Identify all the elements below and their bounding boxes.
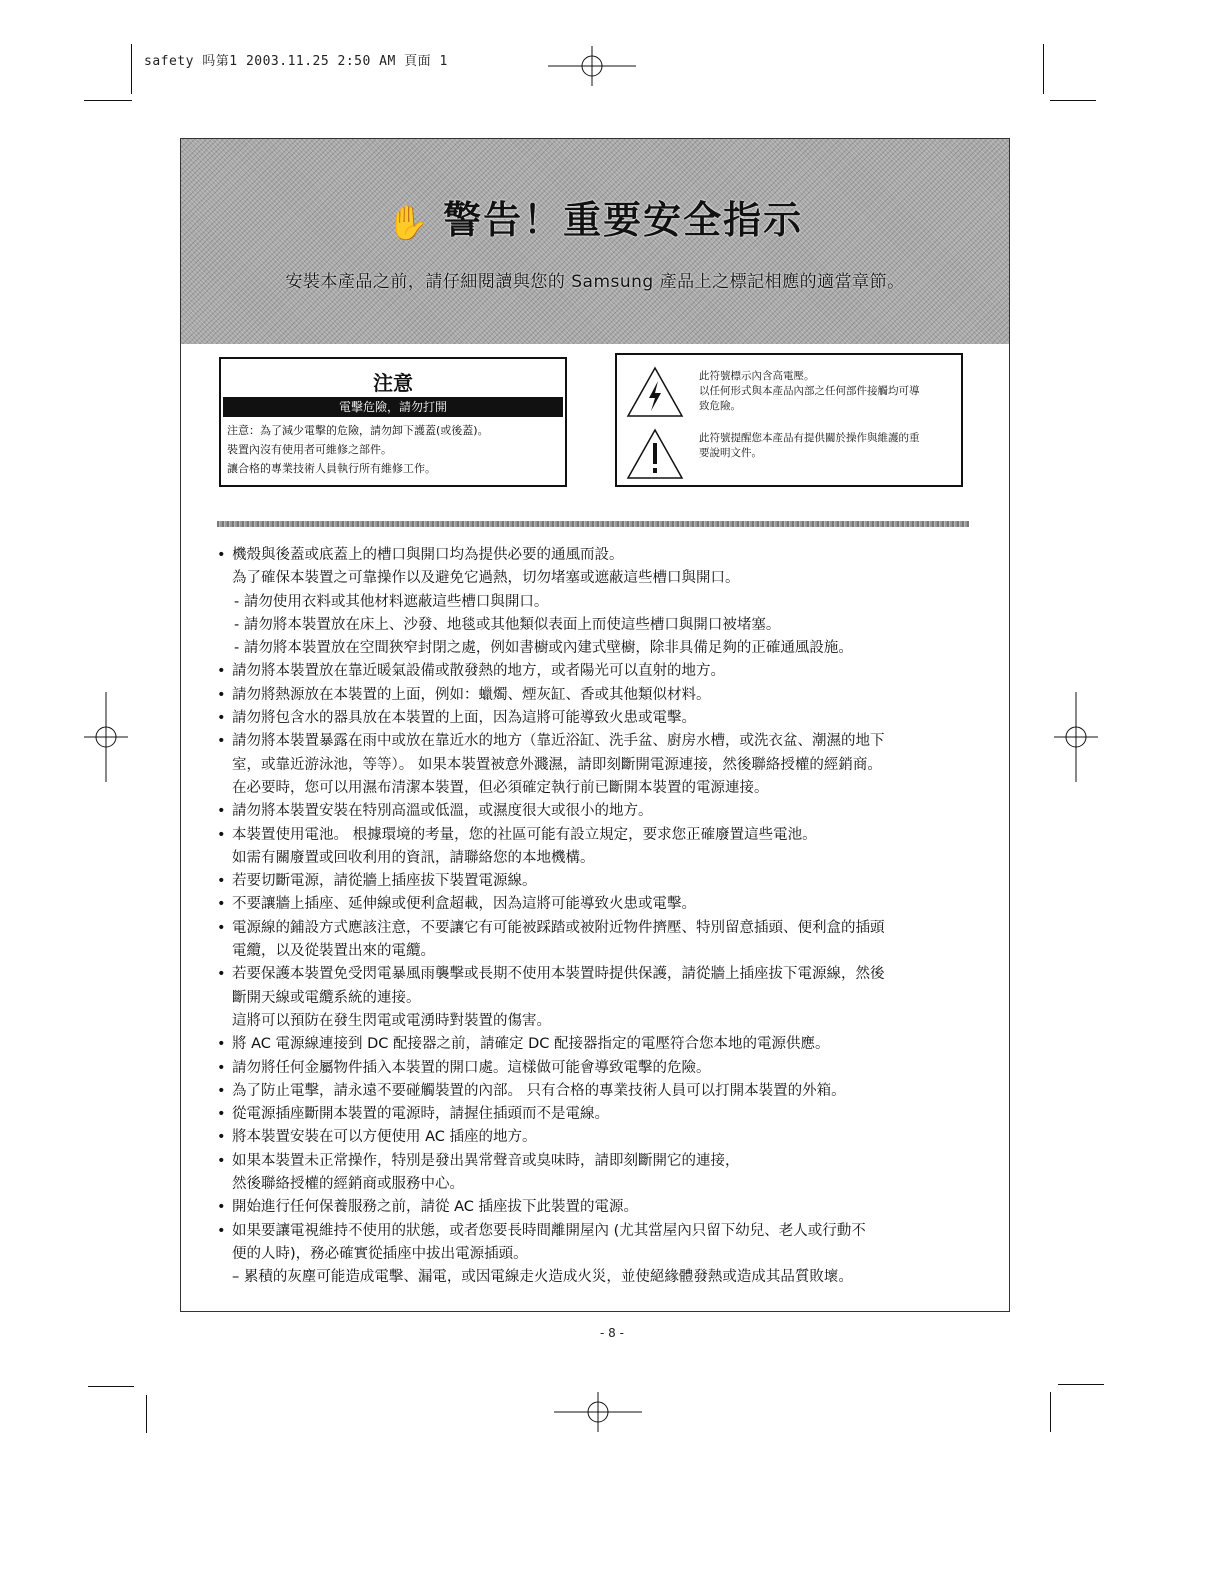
crop-mark <box>131 44 132 94</box>
instruction-item: • 請勿將本裝置放在靠近暖氣設備或散發熱的地方，或者陽光可以直射的地方。 <box>207 660 987 683</box>
registration-mark-icon <box>1054 692 1098 782</box>
crop-mark <box>1043 44 1044 94</box>
exclamation-triangle-icon <box>625 427 685 481</box>
crop-mark <box>84 100 132 101</box>
instruction-continuation: 室，或靠近游泳池，等等）。 如果本裝置被意外濺濕，請即刻斷開電源連接，然後聯絡授權的經銷商。 <box>232 756 882 773</box>
instruction-continuation: 在必要時，您可以用濕布清潔本裝置，但必須確定執行前已斷開本裝置的電源連接。 <box>232 779 769 796</box>
instruction-item: • 若要切斷電源，請從牆上插座拔下裝置電源線。 <box>207 870 987 893</box>
caution-box <box>219 357 567 487</box>
instruction-item: • 請勿將本裝置暴露在雨中或放在靠近水的地方（靠近浴缸、洗手盆、廚房水槽，或洗衣盆、潮濕的地下 <box>207 730 987 753</box>
banner-title <box>181 189 1009 244</box>
instruction-item: • 請勿將包含水的器具放在本裝置的上面，因為這將可能導致火患或電擊。 <box>207 707 987 730</box>
symbol-line: 此符號標示內含高電壓。 <box>699 370 815 382</box>
warning-banner <box>181 139 1009 344</box>
caution-line: 注意：為了減少電擊的危險，請勿卸下護蓋(或後蓋)。 <box>227 424 489 437</box>
banner-title-text: 警告！重要安全指示 <box>443 198 804 242</box>
instruction-item: • 如果本裝置未正常操作，特別是發出異常聲音或臭味時，請即刻斷開它的連接， <box>207 1150 987 1173</box>
instruction-item: • 開始進行任何保養服務之前，請從 AC 插座拔下此裝置的電源。 <box>207 1196 987 1219</box>
instruction-item: • 請勿將本裝置安裝在特別高溫或低溫，或濕度很大或很小的地方。 <box>207 800 987 823</box>
instruction-item: • 將 AC 電源線連接到 DC 配接器之前，請確定 DC 配接器指定的電壓符合您本地的電源供應。 <box>207 1033 987 1056</box>
lightning-triangle-icon <box>625 365 685 419</box>
registration-mark-icon <box>84 692 128 782</box>
crop-mark <box>1050 1392 1051 1432</box>
hand-stop-icon: ✋ <box>386 202 432 243</box>
instruction-item: • 請勿將熱源放在本裝置的上面，例如：蠟燭、煙灰缸、香或其他類似材料。 <box>207 684 987 707</box>
registration-mark-icon <box>554 1392 642 1432</box>
caution-title: 注意 <box>373 371 413 395</box>
safety-page <box>180 138 1010 1312</box>
instruction-continuation: 如需有關廢置或回收利用的資訊，請聯絡您的本地機構。 <box>232 849 595 866</box>
caution-line: 裝置內沒有使用者可維修之部件。 <box>227 443 392 456</box>
instruction-item: • 不要讓牆上插座、延伸線或便利盒超載，因為這將可能導致火患或電擊。 <box>207 893 987 916</box>
instruction-list <box>207 544 987 1290</box>
instruction-item: • 從電源插座斷開本裝置的電源時，請握住插頭而不是電線。 <box>207 1103 987 1126</box>
instruction-item: • 請勿將任何金屬物件插入本裝置的開口處。這樣做可能會導致電擊的危險。 <box>207 1057 987 1080</box>
instruction-item: • 為了防止電擊，請永遠不要碰觸裝置的內部。 只有合格的專業技術人員可以打開本裝置的外箱。 <box>207 1080 987 1103</box>
instruction-continuation: – 累積的灰塵可能造成電擊、漏電，或因電線走火造成火災，並使絕緣體發熱或造成其品質敗壞。 <box>232 1269 853 1286</box>
symbol-line: 以任何形式與本產品內部之任何部件接觸均可導 <box>699 385 920 397</box>
section-divider <box>217 521 969 527</box>
registration-mark-icon <box>548 46 636 86</box>
page-number: - 8 - <box>600 1326 624 1340</box>
symbol-line: 要說明文件。 <box>699 447 762 459</box>
instruction-continuation: 電纜，以及從裝置出來的電纜。 <box>232 943 435 960</box>
symbol-line: 此符號提醒您本產品有提供關於操作與維護的重 <box>699 432 920 444</box>
banner-subtitle: 安裝本產品之前，請仔細閱讀與您的 Samsung 產品上之標記相應的適當章節。 <box>285 272 905 292</box>
instruction-item: • 機殼與後蓋或底蓋上的槽口與開口均為提供必要的通風而設。 <box>207 544 987 567</box>
instruction-continuation: 斷開天線或電纜系統的連接。 <box>232 989 421 1006</box>
crop-mark <box>146 1395 147 1433</box>
high-voltage-text <box>699 369 955 414</box>
symbols-box <box>615 353 963 487</box>
instruction-continuation: 然後聯絡授權的經銷商或服務中心。 <box>232 1176 464 1193</box>
caution-line: 讓合格的專業技術人員執行所有維修工作。 <box>227 462 436 475</box>
symbol-line: 致危險。 <box>699 400 741 412</box>
instruction-item: • 本裝置使用電池。 根據環境的考量，您的社區可能有設立規定，要求您正確廢置這些電池。 <box>207 824 987 847</box>
caution-text <box>221 417 565 482</box>
attention-text <box>699 431 955 461</box>
crop-mark <box>1050 100 1096 101</box>
instruction-item: • 如果要讓電視維持不使用的狀態，或者您要長時間離開屋內 (尤其當屋內只留下幼兒、老人或行動不 <box>207 1220 987 1243</box>
instruction-continuation: 為了確保本裝置之可靠操作以及避免它過熱，切勿堵塞或遮蔽這些槽口與開口。 <box>232 570 740 587</box>
instruction-continuation: - 請勿將本裝置放在床上、沙發、地毯或其他類似表面上而使這些槽口與開口被堵塞。 <box>234 616 781 633</box>
caution-bar: 電擊危險，請勿打開 <box>223 397 563 417</box>
crop-mark <box>88 1386 134 1387</box>
instruction-continuation: - 請勿使用衣料或其他材料遮蔽這些槽口與開口。 <box>234 593 549 610</box>
print-slug: safety 吗第1 2003.11.25 2:50 AM 頁面 1 <box>144 54 448 69</box>
instruction-continuation: 這將可以預防在發生閃電或電湧時對裝置的傷害。 <box>232 1012 551 1029</box>
crop-mark <box>1058 1384 1104 1385</box>
instruction-item: • 將本裝置安裝在可以方便使用 AC 插座的地方。 <box>207 1126 987 1149</box>
symbol-row-attention <box>623 427 955 483</box>
symbol-row-high-voltage <box>623 365 955 421</box>
instruction-item: • 若要保護本裝置免受閃電暴風雨襲擊或長期不使用本裝置時提供保護，請從牆上插座拔下電源線，然後 <box>207 963 987 986</box>
instruction-continuation: - 請勿將本裝置放在空間狹窄封閉之處，例如書櫥或內建式壁櫥，除非具備足夠的正確通風設施。 <box>234 640 853 657</box>
instruction-item: • 電源線的鋪設方式應該注意，不要讓它有可能被踩踏或被附近物件擠壓、特別留意插頭、便利盒的插頭 <box>207 917 987 940</box>
instruction-continuation: 便的人時)，務必確實從插座中拔出電源插頭。 <box>232 1245 528 1262</box>
